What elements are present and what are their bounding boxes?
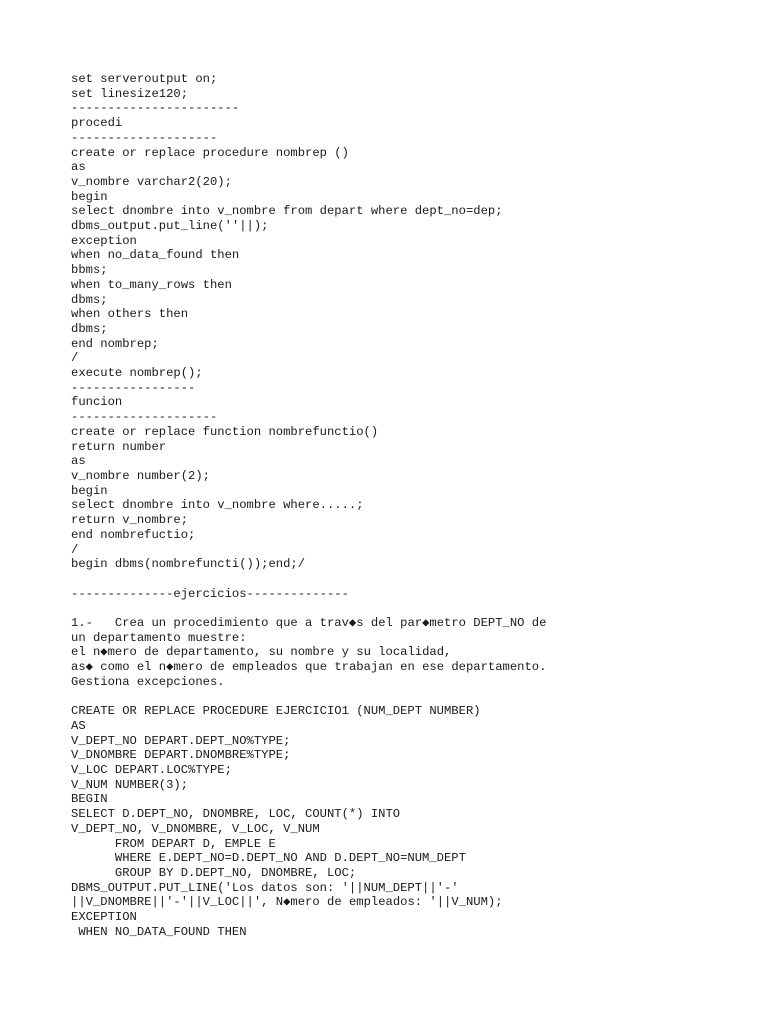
code-line: SELECT D.DEPT_NO, DNOMBRE, LOC, COUNT(*) INTO — [71, 807, 401, 822]
code-line: ||V_DNOMBRE||'-'||V_LOC||', N◆mero de empleados: '||V_NUM); — [71, 895, 503, 910]
code-listing — [71, 72, 751, 939]
code-line: WHEN NO_DATA_FOUND THEN — [71, 924, 247, 939]
code-line: AS — [71, 718, 86, 733]
code-line — [71, 601, 751, 616]
code-line: V_DEPT_NO, V_DNOMBRE, V_LOC, V_NUM — [71, 821, 320, 836]
code-line: when no_data_found then — [71, 248, 240, 263]
code-line: as◆ como el n◆mero de empleados que trabajan en ese departamento. — [71, 660, 547, 675]
code-line: GROUP BY D.DEPT_NO, DNOMBRE, LOC; — [71, 865, 357, 880]
code-line: ----------------------- — [71, 101, 240, 116]
code-line: Gestiona excepciones. — [71, 674, 225, 689]
code-line: bbms; — [71, 263, 108, 278]
code-line — [71, 572, 751, 587]
code-line: as — [71, 160, 86, 175]
code-line: V_DEPT_NO DEPART.DEPT_NO%TYPE; — [71, 733, 291, 748]
code-line: create or replace procedure nombrep () — [71, 145, 349, 160]
code-line: return v_nombre; — [71, 513, 189, 528]
code-line: 1.- Crea un procedimiento que a trav◆s del par◆metro DEPT_NO de — [71, 615, 547, 630]
code-line: FROM DEPART D, EMPLE E — [71, 836, 276, 851]
code-line: dbms; — [71, 321, 108, 336]
code-line: v_nombre number(2); — [71, 468, 210, 483]
code-line: create or replace function nombrefunctio() — [71, 424, 379, 439]
code-line: begin — [71, 189, 108, 204]
code-line: begin — [71, 483, 108, 498]
code-line: V_DNOMBRE DEPART.DNOMBRE%TYPE; — [71, 748, 291, 763]
code-line: set linesize120; — [71, 86, 189, 101]
code-line: -------------------- — [71, 410, 218, 425]
code-line: begin dbms(nombrefuncti());end;/ — [71, 557, 306, 572]
code-line: --------------ejercicios-------------- — [71, 586, 349, 601]
code-line: V_NUM NUMBER(3); — [71, 777, 189, 792]
code-line: WHERE E.DEPT_NO=D.DEPT_NO AND D.DEPT_NO=NUM_DEPT — [71, 851, 466, 866]
code-line: / — [71, 542, 79, 557]
code-line: funcion — [71, 395, 123, 410]
code-line: BEGIN — [71, 792, 108, 807]
code-line — [71, 690, 751, 705]
code-line: when others then — [71, 307, 189, 322]
code-line: / — [71, 351, 79, 366]
code-line: EXCEPTION — [71, 910, 137, 925]
code-line: select dnombre into v_nombre from depart where dept_no=dep; — [71, 204, 503, 219]
code-line: execute nombrep(); — [71, 366, 203, 381]
code-line: V_LOC DEPART.LOC%TYPE; — [71, 763, 232, 777]
code-line: DBMS_OUTPUT.PUT_LINE('Los datos son: '||NUM_DEPT||'-' — [71, 880, 459, 895]
code-line: end nombrep; — [71, 336, 159, 351]
code-line: return number — [71, 439, 167, 454]
code-line: v_nombre varchar2(20); — [71, 174, 232, 189]
code-line: ----------------- — [71, 380, 196, 395]
code-line: set serveroutput on; — [71, 72, 218, 86]
code-line: as — [71, 454, 86, 469]
code-line: select dnombre into v_nombre where.....; — [71, 498, 364, 513]
code-line: when to_many_rows then — [71, 277, 232, 292]
code-line: -------------------- — [71, 130, 218, 145]
code-line: end nombrefuctio; — [71, 527, 196, 542]
code-line: un departamento muestre: — [71, 630, 247, 645]
code-line: dbms_output.put_line(''||); — [71, 219, 269, 234]
code-line: CREATE OR REPLACE PROCEDURE EJERCICIO1 (NUM_DEPT NUMBER) — [71, 704, 481, 719]
code-line: el n◆mero de departamento, su nombre y su localidad, — [71, 645, 452, 660]
code-line: exception — [71, 233, 137, 248]
code-line: procedi — [71, 116, 123, 131]
code-line: dbms; — [71, 292, 108, 307]
